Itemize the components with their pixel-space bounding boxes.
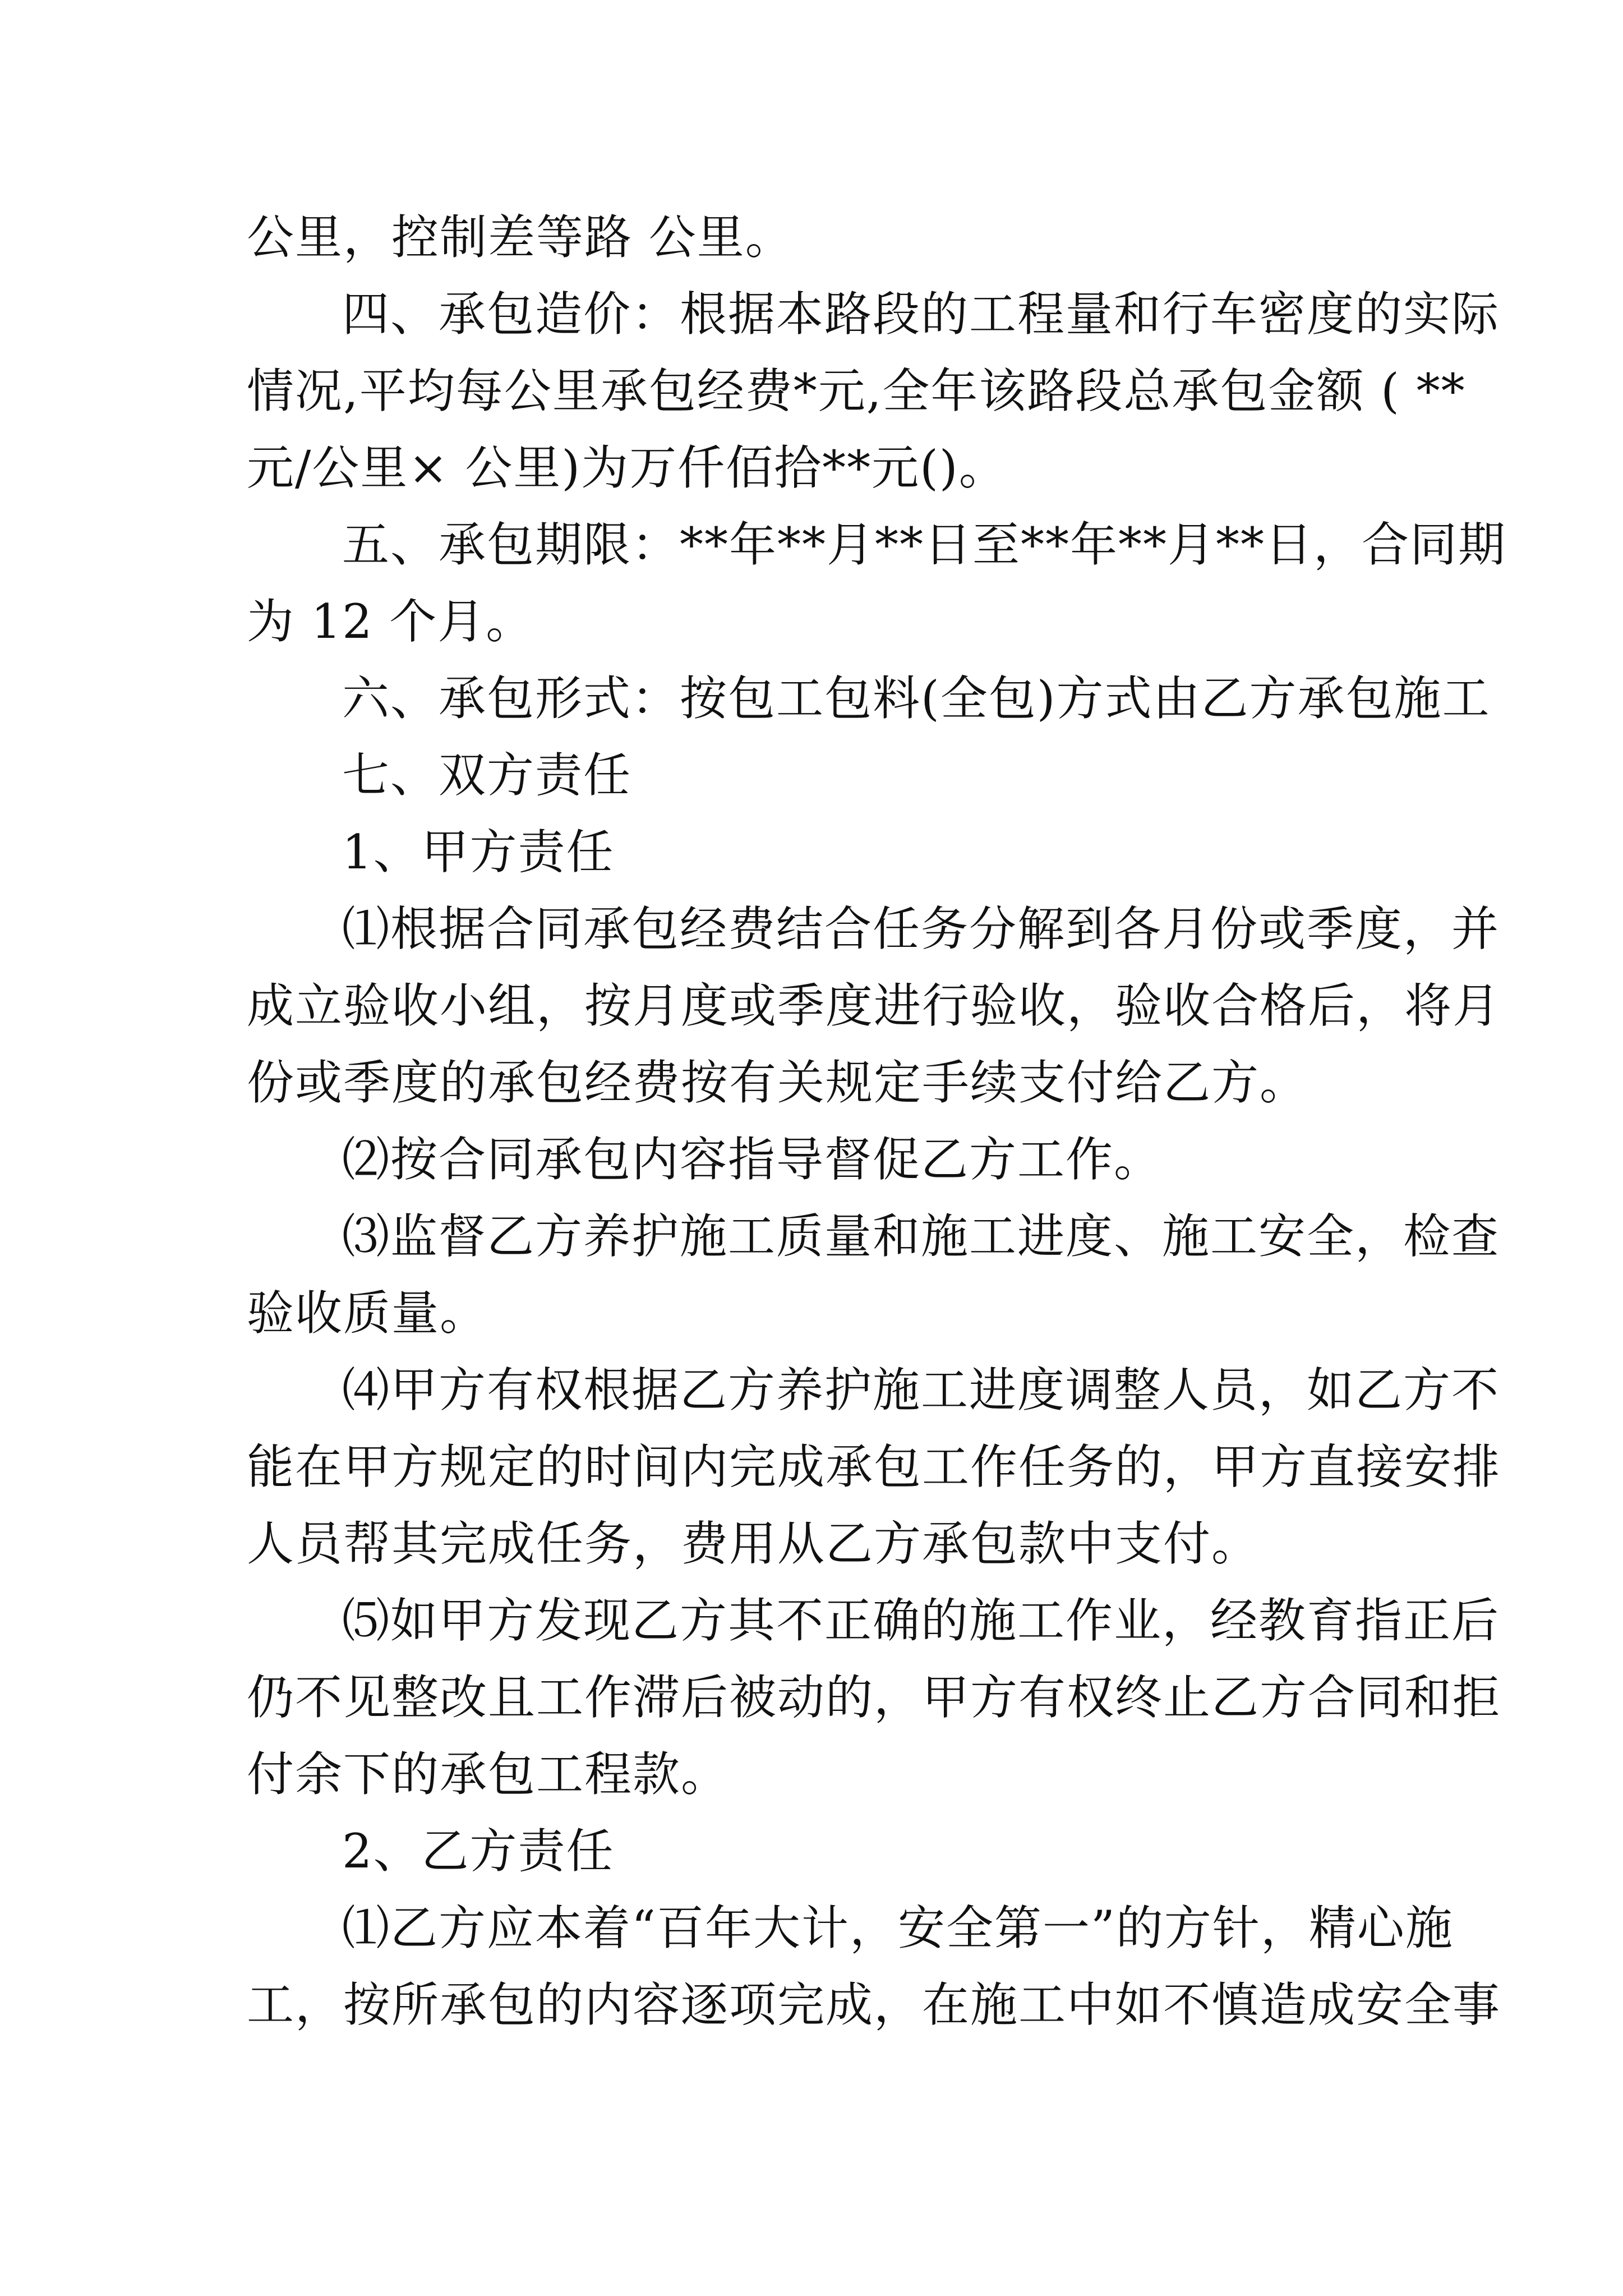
text-line: 仍不见整改且工作滞后被动的，甲方有权终止乙方合同和拒 [247,1670,1501,1725]
text-line: 工，按所承包的内容逐项完成，在施工中如不慎造成安全事 [247,1977,1501,2032]
text-line: 付余下的承包工程款。 [247,1747,730,1802]
text-line: 验收质量。 [247,1286,488,1341]
text-line: 元/公里× 公里)为万仟佰拾**元()。 [247,440,1007,495]
text-line: 人员帮其完成任务，费用从乙方承包款中支付。 [247,1516,1260,1571]
clause-b-1: ⑴乙方应本着“百年大计，安全第一”的方针，精心施 [342,1901,1454,1955]
section-heading-form: 六、承包形式：按包工包料(全包)方式由乙方承包施工 [342,671,1491,726]
text-line: 成立验收小组，按月度或季度进行验收，验收合格后，将月 [247,978,1501,1033]
text-line: 情况,平均每公里承包经费*元,全年该路段总承包金额 ( ** [247,364,1466,418]
clause-a-5: ⑸如甲方发现乙方其不正确的施工作业，经教育指正后 [342,1593,1500,1648]
clause-a-1: ⑴根据合同承包经费结合任务分解到各月份或季度，并 [342,901,1500,956]
text-line: 为 12 个月。 [247,594,534,649]
section-heading-price: 四、承包造价：根据本路段的工程量和行车密度的实际 [342,287,1500,342]
section-heading-responsibilities: 七、双方责任 [342,748,632,803]
clause-a-3: ⑶监督乙方养护施工质量和施工进度、施工安全，检查 [342,1209,1500,1264]
text-line: 能在甲方规定的时间内完成承包工作任务的，甲方直接安排 [247,1439,1501,1494]
clause-a-2: ⑵按合同承包内容指导督促乙方工作。 [342,1132,1163,1187]
clause-a-4: ⑷甲方有权根据乙方养护施工进度调整人员，如乙方不 [342,1363,1500,1418]
text-line: 份或季度的承包经费按有关规定手续支付给乙方。 [247,1055,1308,1110]
section-heading-term: 五、承包期限：**年**月**日至**年**月**日，合同期 [342,517,1507,572]
subheading-party-a: 1、甲方责任 [342,825,615,880]
subheading-party-b: 2、乙方责任 [342,1824,615,1879]
text-line: 公里，控制差等路 公里。 [247,210,794,265]
contract-text-body [247,199,1507,2044]
